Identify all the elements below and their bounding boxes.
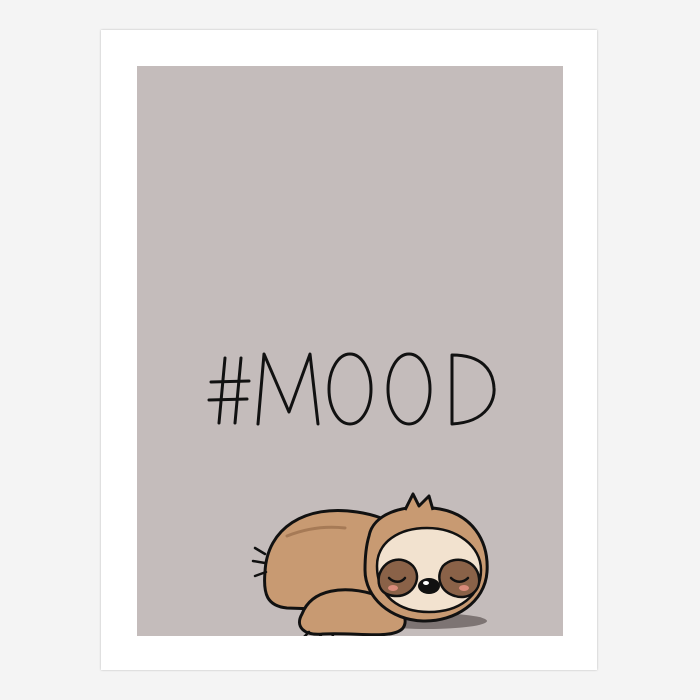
poster-frame [101, 30, 597, 670]
poster-print [137, 66, 563, 636]
headline-text [209, 354, 494, 424]
sleeping-sloth-icon [253, 494, 487, 636]
poster-artwork [137, 66, 563, 636]
headline-text-value: #MOOD [349, 411, 355, 412]
